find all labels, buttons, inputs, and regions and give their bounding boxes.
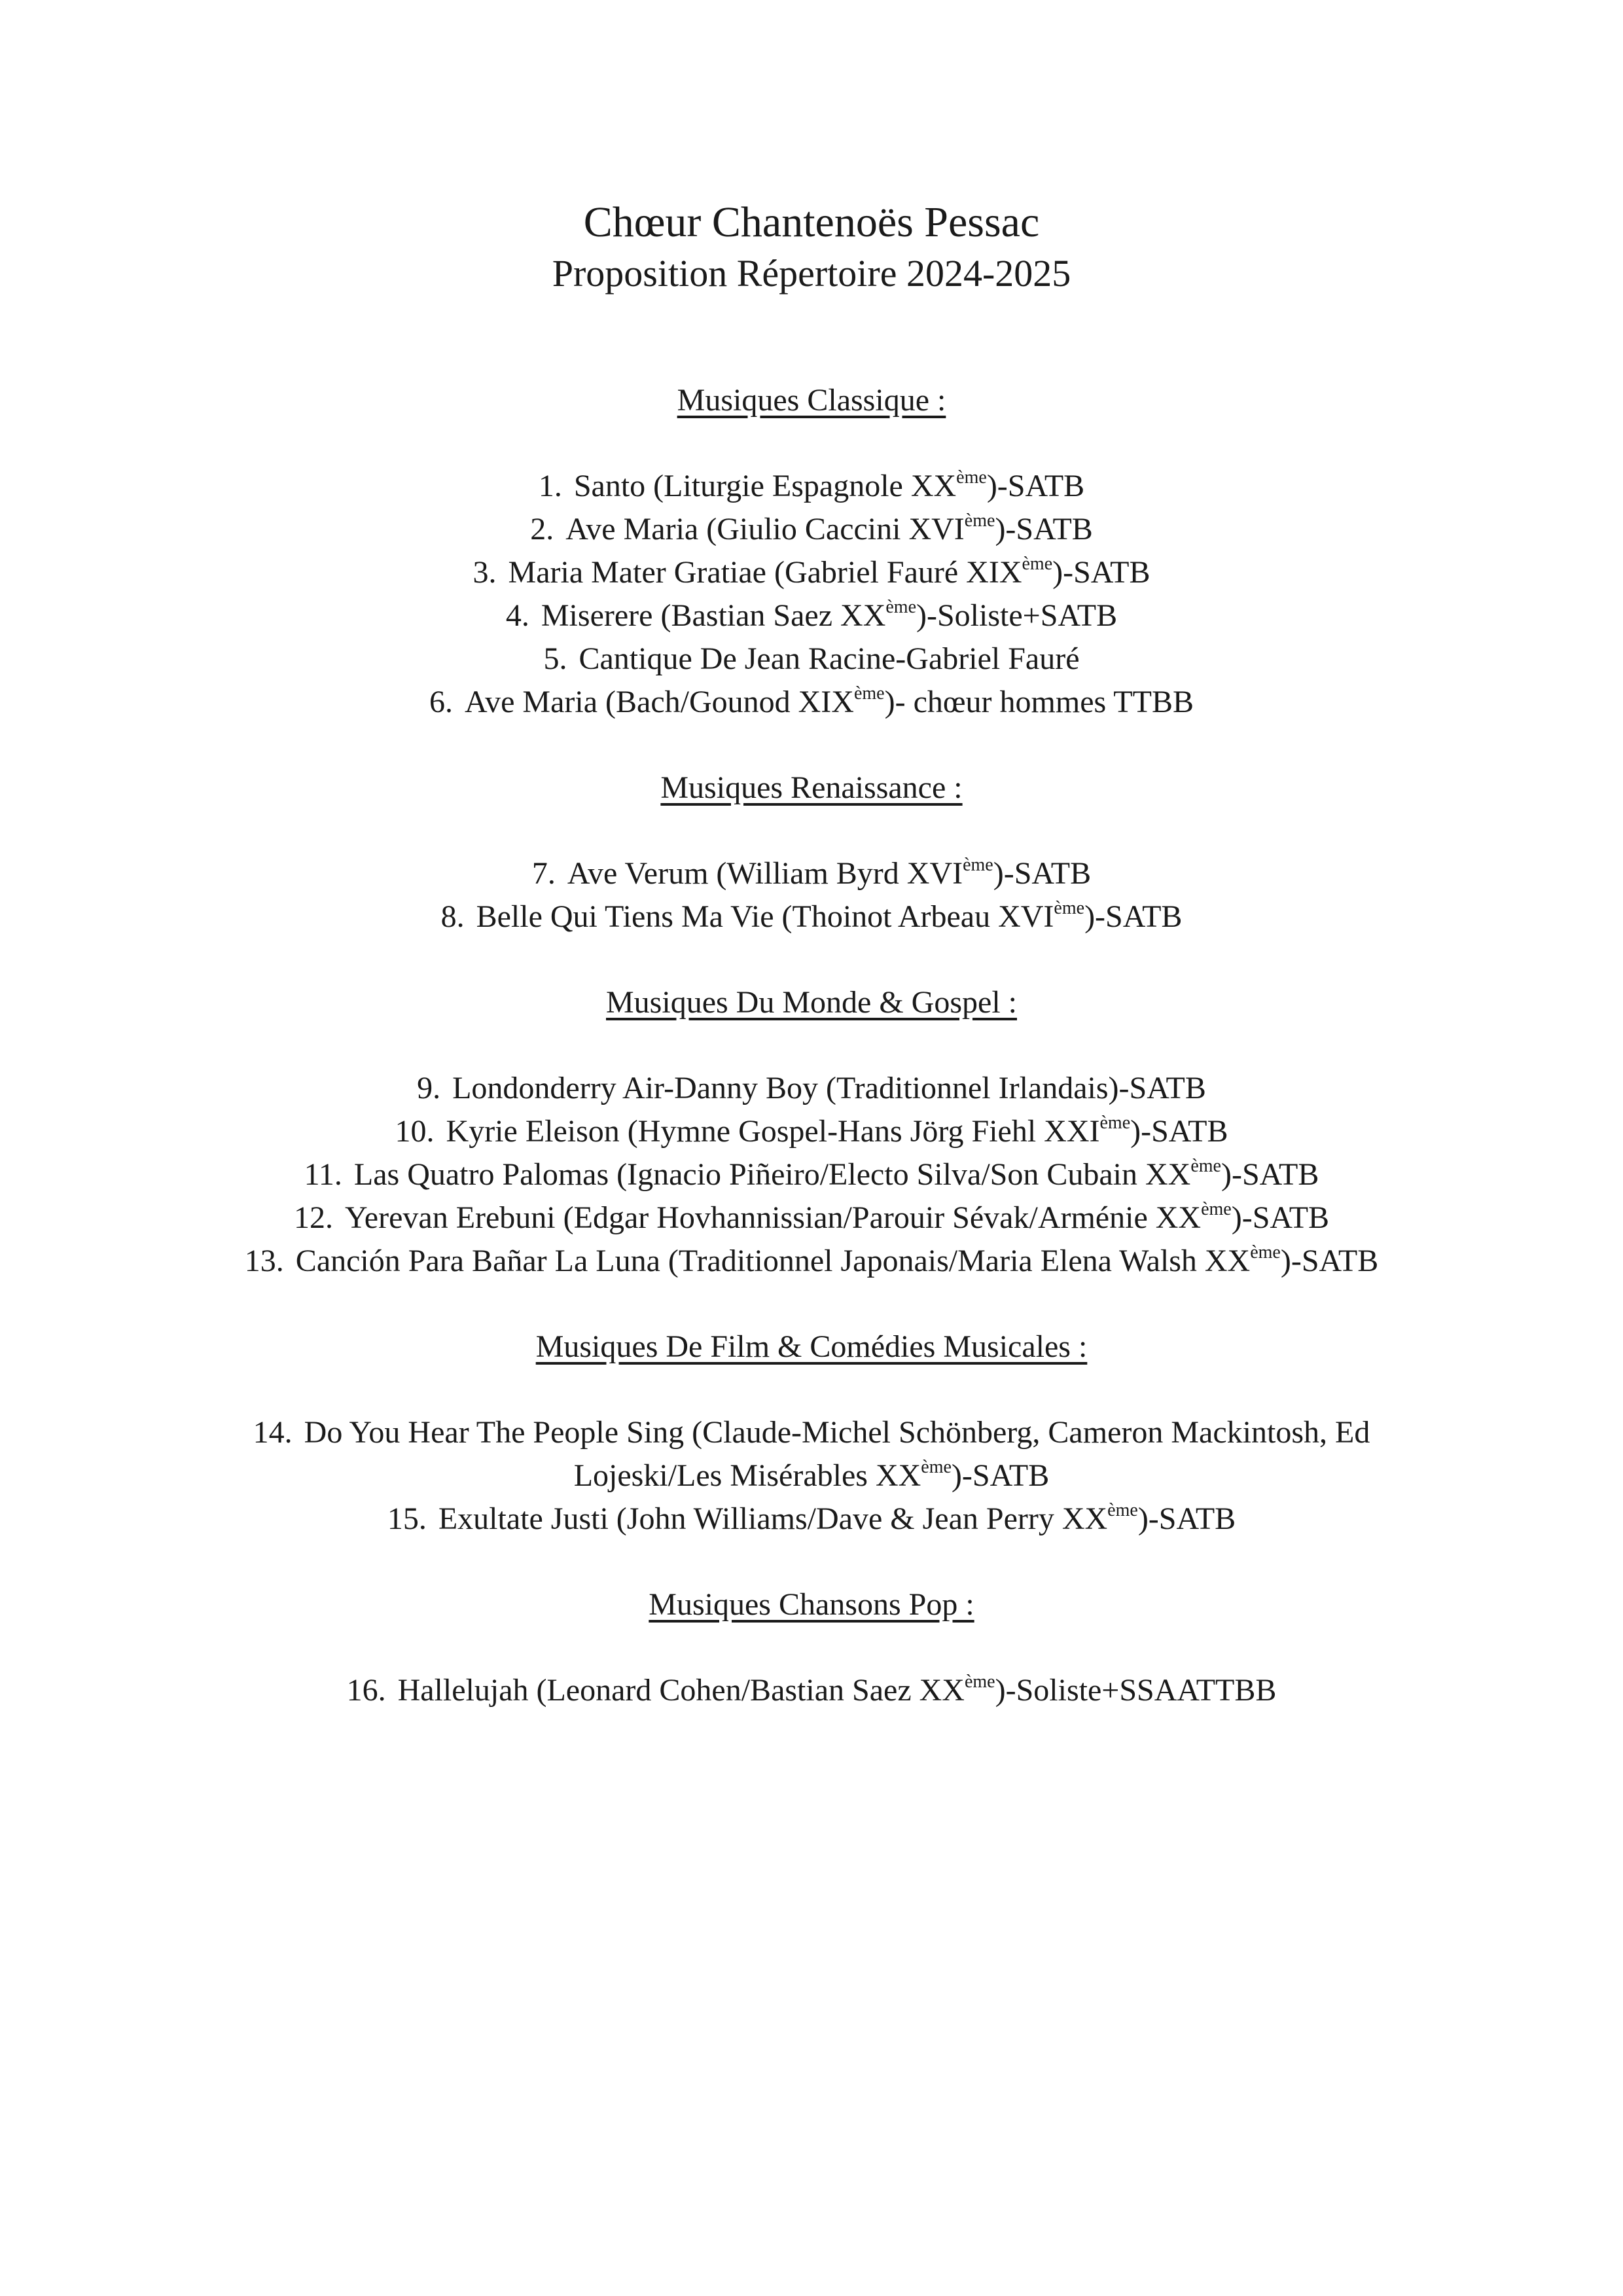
song-number: 7. (531, 856, 556, 891)
song-title: Belle Qui Tiens Ma Vie (Thoinot Arbeau XVI (476, 899, 1054, 934)
section-heading: Musiques Chansons Pop : (649, 1587, 974, 1622)
song-voicing: )-Soliste+SSAATTBB (995, 1673, 1277, 1708)
song-number: 3. (473, 555, 497, 590)
song-voicing: )-SATB (986, 469, 1085, 503)
song-item (190, 465, 1433, 508)
century-suffix: ème (1099, 1113, 1131, 1133)
song-title: Kyrie Eleison (Hymne Gospel-Hans Jörg Fiehl XXI (446, 1114, 1100, 1149)
century-suffix: ème (1107, 1500, 1138, 1520)
century-suffix: ème (964, 511, 995, 531)
century-suffix: ème (1201, 1199, 1232, 1219)
song-voicing: )-SATB (995, 512, 1093, 547)
song-voicing: )- chœur hommes TTBB (884, 685, 1194, 719)
repertoire-section (0, 1584, 1623, 1712)
song-number: 11. (304, 1157, 342, 1192)
song-number: 14. (253, 1415, 293, 1450)
section-heading: Musiques Du Monde & Gospel : (606, 985, 1017, 1020)
song-title: Miserere (Bastian Saez XX (541, 598, 886, 633)
section-heading: Musiques De Film & Comédies Musicales : (535, 1329, 1088, 1364)
century-suffix: ème (1190, 1156, 1221, 1176)
title-block (0, 196, 1623, 298)
century-suffix: ème (1054, 898, 1085, 918)
song-item (190, 1196, 1433, 1240)
song-title: Exultate Justi (John Williams/Dave & Jean Perry XX (438, 1501, 1108, 1536)
song-voicing: )-SATB (993, 856, 1092, 891)
song-item (190, 1067, 1433, 1110)
song-number: 12. (293, 1200, 333, 1235)
song-number: 6. (429, 685, 454, 719)
song-number: 8. (440, 899, 465, 934)
song-title: Canción Para Bañar La Luna (Traditionnel Japonais/Maria Elena Walsh XX (295, 1244, 1251, 1278)
song-number: 5. (543, 641, 567, 676)
song-number: 16. (346, 1673, 386, 1708)
song-voicing: )-SATB (1221, 1157, 1319, 1192)
song-voicing: )-SATB (1280, 1244, 1379, 1278)
song-number: 13. (244, 1244, 284, 1278)
song-item (190, 681, 1433, 724)
song-voicing: )-SATB (1130, 1114, 1228, 1149)
repertoire-section (0, 982, 1623, 1283)
song-title: Ave Maria (Giulio Caccini XVI (565, 512, 965, 547)
century-suffix: ème (921, 1457, 952, 1477)
repertoire-section (0, 767, 1623, 939)
song-item (190, 852, 1433, 895)
song-title: Hallelujah (Leonard Cohen/Bastian Saez XX (397, 1673, 965, 1708)
section-heading: Musiques Renaissance : (660, 770, 963, 805)
song-item (190, 594, 1433, 637)
century-suffix: ème (956, 467, 987, 488)
song-voicing: )-SATB (1231, 1200, 1330, 1235)
century-suffix: ème (963, 855, 993, 875)
page-title: Chœur Chantenoës Pessac (583, 198, 1040, 246)
song-item (190, 1110, 1433, 1153)
song-title: Yerevan Erebuni (Edgar Hovhannissian/Parouir Sévak/Arménie XX (344, 1200, 1202, 1235)
song-item (190, 1411, 1433, 1498)
song-item (190, 1240, 1433, 1283)
song-item (190, 551, 1433, 594)
song-item (190, 1153, 1433, 1196)
song-number: 1. (538, 469, 562, 503)
song-title: Maria Mater Gratiae (Gabriel Fauré XIX (508, 555, 1022, 590)
repertoire-section (0, 1326, 1623, 1541)
century-suffix: ème (885, 597, 916, 617)
song-voicing: )-SATB (951, 1458, 1050, 1493)
song-item (190, 1669, 1433, 1712)
song-number: 4. (505, 598, 529, 633)
section-heading: Musiques Classique : (677, 383, 946, 418)
song-number: 2. (530, 512, 554, 547)
song-voicing: )-Soliste+SATB (916, 598, 1118, 633)
song-number: 10. (395, 1114, 435, 1149)
song-number: 15. (387, 1501, 427, 1536)
page-subtitle: Proposition Répertoire 2024-2025 (552, 252, 1071, 295)
song-title: Do You Hear The People Sing (Claude-Michel Schönberg, Cameron Mackintosh, Ed Lojeski/Les Misérables XX (304, 1415, 1370, 1493)
song-title: Santo (Liturgie Espagnole XX (573, 469, 957, 503)
song-title: Las Quatro Palomas (Ignacio Piñeiro/Electo Silva/Son Cubain XX (353, 1157, 1191, 1192)
song-number: 9. (417, 1071, 441, 1105)
century-suffix: ème (1250, 1242, 1281, 1263)
song-title: Ave Maria (Bach/Gounod XIX (465, 685, 854, 719)
song-title: Ave Verum (William Byrd XVI (567, 856, 963, 891)
song-voicing: )-SATB (1137, 1501, 1236, 1536)
song-title: Londonderry Air-Danny Boy (Traditionnel Irlandais)-SATB (452, 1071, 1206, 1105)
song-voicing: )-SATB (1052, 555, 1150, 590)
song-item (190, 1498, 1433, 1541)
song-title: Cantique De Jean Racine-Gabriel Fauré (579, 641, 1080, 676)
repertoire-section (0, 380, 1623, 724)
song-voicing: )-SATB (1084, 899, 1183, 934)
century-suffix: ème (853, 683, 885, 704)
century-suffix: ème (1022, 554, 1053, 574)
song-item (190, 895, 1433, 939)
century-suffix: ème (964, 1672, 995, 1692)
song-item (190, 508, 1433, 551)
repertoire-sections (0, 380, 1623, 1755)
song-item (190, 637, 1433, 681)
